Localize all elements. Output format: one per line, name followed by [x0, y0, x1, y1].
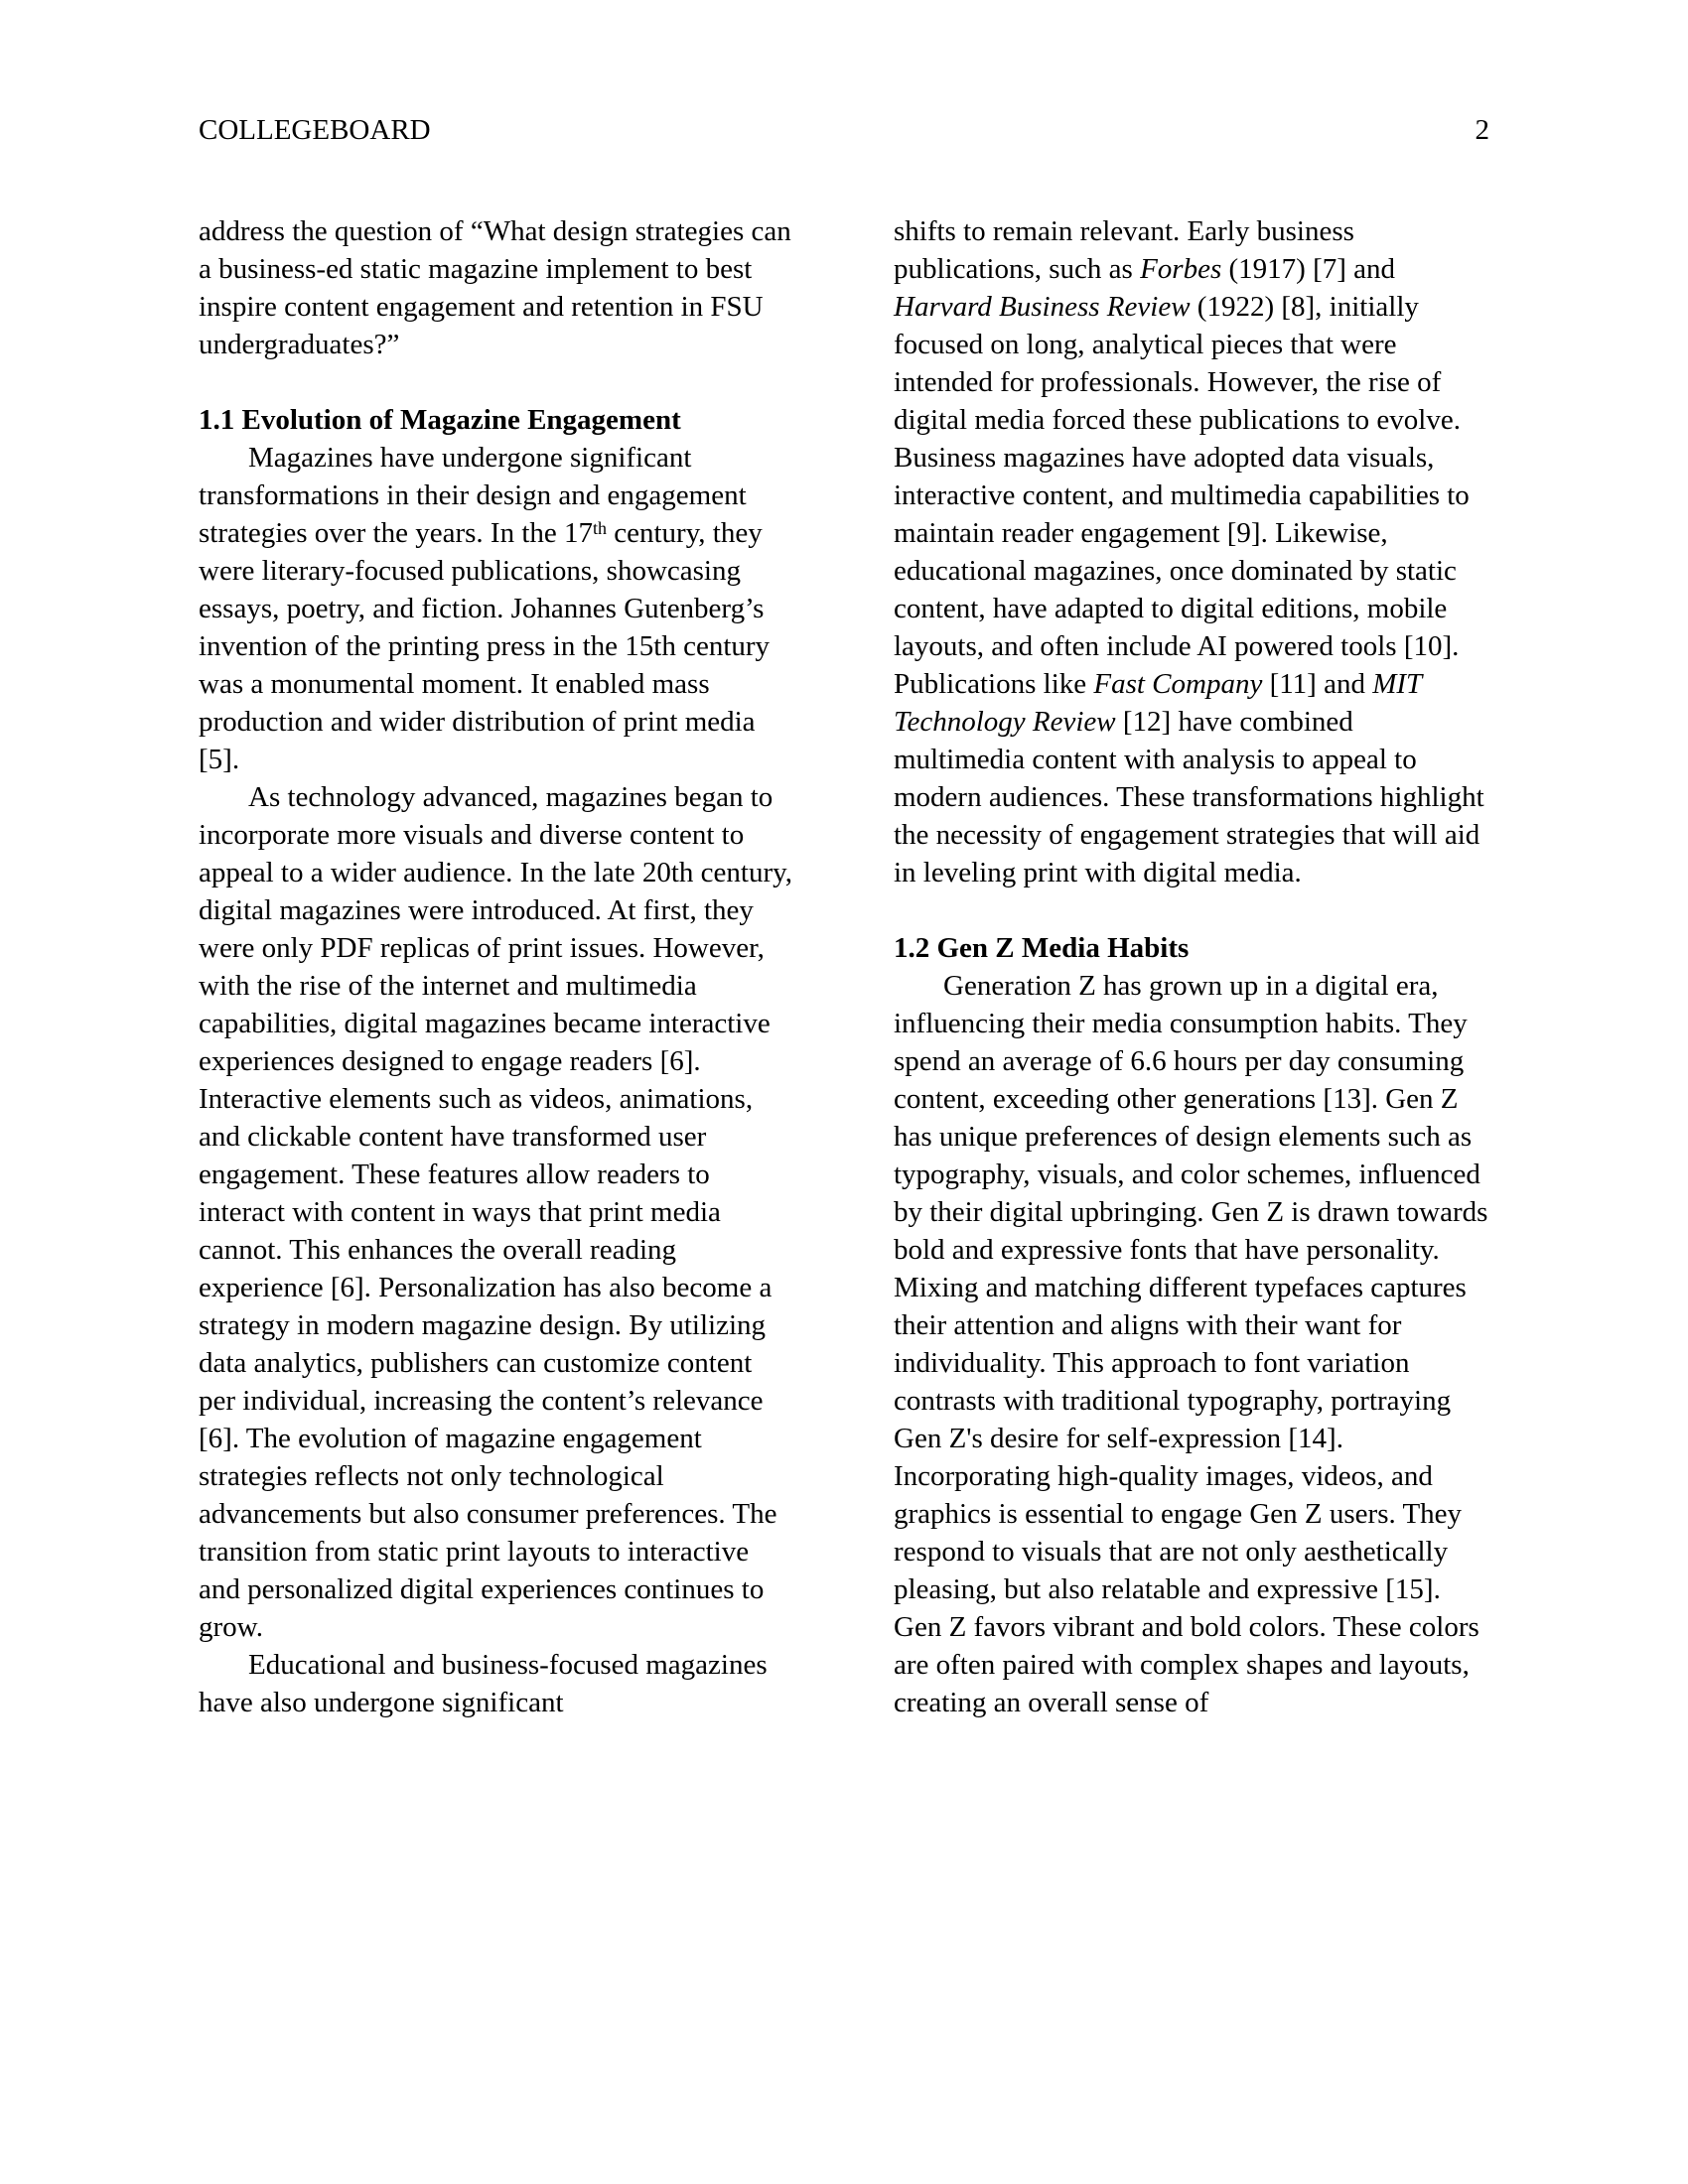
- paragraph: address the question of “What design strategies can a business-ed static magazine implement to best inspire content engagement and retention in FSU undergraduates?”: [199, 215, 791, 360]
- paragraph: Magazines have undergone significant transformations in their design and engagement strategies over the years. In the 17th century, they were literary-focused publications, showcasing essays, poetry, and fiction. Johannes Gutenberg’s invention of the printing press in the 15th century was a monumental moment. It enabled mass production and wider distribution of print media [5].: [199, 442, 771, 775]
- paragraph: shifts to remain relevant. Early business publications, such as Forbes (1917) [7] and Harvard Business Review (1922) [8], initially focused on long, analytical pieces that were intended for professionals. However, the rise of digital media forced these publications to evolve. Business magazines have adopted data visuals, interactive content, and multimedia capabilities to maintain reader engagement [9]. Likewise, educational magazines, once dominated by static content, have adapted to digital editions, mobile layouts, and often include AI powered tools [10]. Publications like Fast Company [11] and MIT Technology Review [12] have combined multimedia content with analysis to appeal to modern audiences. These transformations highlight the necessity of engagement strategies that will aid in leveling print with digital media.: [894, 215, 1484, 888]
- running-head: COLLEGEBOARD: [199, 114, 431, 146]
- left-column: [199, 212, 794, 1721]
- two-column-body: [199, 212, 1489, 1721]
- right-column: [894, 212, 1489, 1721]
- section-heading: 1.1 Evolution of Magazine Engagement: [199, 404, 681, 436]
- paragraph: Educational and business-focused magazines have also undergone significant: [199, 1649, 768, 1718]
- paragraph: Generation Z has grown up in a digital era, influencing their media consumption habits. They spend an average of 6.6 hours per day consuming content, exceeding other generations [13]. Gen Z has unique preferences of design elements such as typography, visuals, and color schemes, influenced by their digital upbringing. Gen Z is drawn towards bold and expressive fonts that have personality. Mixing and matching different typefaces captures their attention and aligns with their want for individuality. This approach to font variation contrasts with traditional typography, portraying Gen Z's desire for self-expression [14]. Incorporating high-quality images, videos, and graphics is essential to engage Gen Z users. They respond to visuals that are not only aesthetically pleasing, but also relatable and expressive [15]. Gen Z favors vibrant and bold colors. These colors are often paired with complex shapes and layouts, creating an overall sense of: [894, 970, 1488, 1718]
- page-number: 2: [1475, 114, 1489, 146]
- paragraph: As technology advanced, magazines began to incorporate more visuals and diverse content to appeal to a wider audience. In the late 20th century, digital magazines were introduced. At first, they were only PDF replicas of print issues. However, with the rise of the internet and multimedia capabilities, digital magazines became interactive experiences designed to engage readers [6]. Interactive elements such as videos, animations, and clickable content have transformed user engagement. These features allow readers to interact with content in ways that print media cannot. This enhances the overall reading experience [6]. Personalization has also become a strategy in modern magazine design. By utilizing data analytics, publishers can customize content per individual, increasing the content’s relevance [6]. The evolution of magazine engagement strategies reflects not only technological advancements but also consumer preferences. The transition from static print layouts to interactive and personalized digital experiences continues to grow.: [199, 781, 792, 1643]
- page-header: [199, 111, 1489, 149]
- section-heading: 1.2 Gen Z Media Habits: [894, 932, 1190, 964]
